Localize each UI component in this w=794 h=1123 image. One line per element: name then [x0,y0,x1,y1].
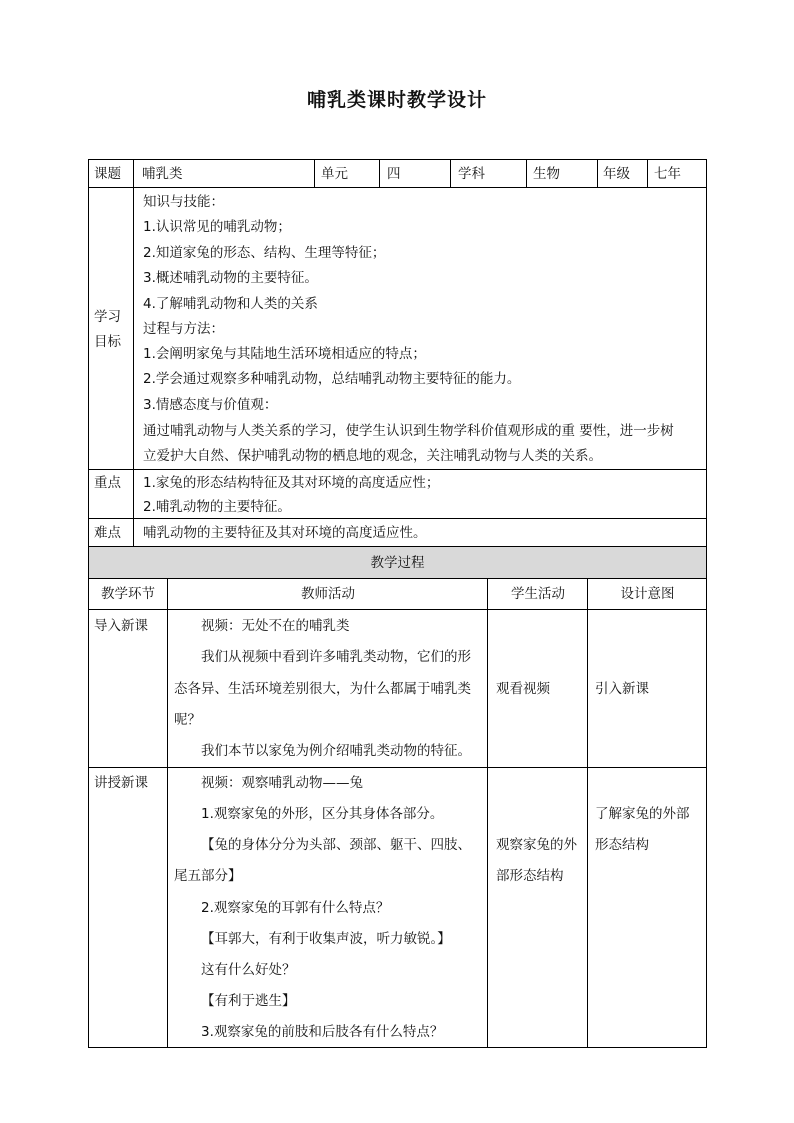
objective-line: 立爱护大自然、保护哺乳动物的栖息地的观念，关注哺乳动物与人类的关系。 [143,448,602,464]
subject-value: 生物 [533,166,560,182]
unit-value: 四 [387,166,401,182]
key-point-line: 1.家兔的形态结构特征及其对环境的高度适应性； [143,475,440,491]
objective-line: 1.认识常见的哺乳动物； [143,219,291,235]
teacher-line: 这有什么好处？ [201,962,296,978]
teacher-line: 视频：无处不在的哺乳类 [201,618,350,634]
objective-line: 3.概述哺乳动物的主要特征。 [143,270,318,286]
column-header-stage: 教学环节 [101,586,155,602]
intent-cell: 引入新课 [595,681,649,697]
topic-label: 课题 [94,166,121,182]
difficulties-text: 哺乳动物的主要特征及其对环境的高度适应性。 [143,525,427,541]
teacher-line: 【有利于逃生】 [201,993,296,1009]
objective-line: 1.会阐明家兔与其陆地生活环境相适应的特点； [143,346,426,362]
teacher-line: 【耳郭大，有利于收集声波，听力敏锐。】 [201,931,451,947]
teacher-line: 态各异、生活环境差别很大，为什么都属于哺乳类 [174,681,471,697]
teacher-line: 【兔的身体分分为头部、颈部、躯干、四肢、 [201,837,471,853]
objective-line: 通过哺乳动物与人类关系的学习，使学生认识到生物学科价值观形成的重 要性，进一步树 [143,423,674,439]
topic-value: 哺乳类 [142,166,183,182]
subject-label: 学科 [458,166,485,182]
teacher-line: 3.观察家兔的前肢和后肢各有什么特点？ [201,1024,444,1040]
grade-label: 年级 [603,166,630,182]
column-header-student: 学生活动 [511,586,565,602]
difficulties-label: 难点 [94,525,121,541]
objectives-label-line1: 学习 [94,309,121,325]
column-header-teacher: 教师活动 [301,586,355,602]
objective-line: 4.了解哺乳动物和人类的关系 [143,296,318,312]
teacher-line: 尾五部分】 [174,868,242,884]
intent-line: 了解家兔的外部 [595,806,690,822]
student-line: 观察家兔的外 [496,837,577,853]
student-cell: 观看视频 [496,681,550,697]
teacher-line: 我们本节以家兔为例介绍哺乳类动物的特征。 [201,743,471,759]
objective-line: 2.知道家兔的形态、结构、生理等特征； [143,245,386,261]
objective-line: 3.情感态度与价值观： [143,397,278,413]
stage-cell: 导入新课 [94,618,148,634]
key-points-label: 重点 [94,475,121,491]
teacher-line: 视频：观察哺乳动物——兔 [201,775,363,791]
objectives-label-line2: 目标 [94,334,121,350]
column-header-intent: 设计意图 [620,586,675,602]
objective-line: 知识与技能： [143,194,224,210]
teacher-line: 2.观察家兔的耳郭有什么特点？ [201,900,390,916]
student-line: 部形态结构 [496,868,564,884]
key-point-line: 2.哺乳动物的主要特征。 [143,499,291,515]
grade-value: 七年 [654,166,681,182]
objective-line: 2.学会通过观察多种哺乳动物，总结哺乳动物主要特征的能力。 [143,371,521,387]
teacher-line: 我们从视频中看到许多哺乳类动物，它们的形 [201,649,471,665]
process-header: 教学过程 [370,555,425,571]
page-title: 哺乳类课时教学设计 [306,89,487,111]
unit-label: 单元 [321,166,348,182]
teacher-line: 1.观察家兔的外形，区分其身体各部分。 [201,806,444,822]
teacher-line: 呢？ [174,712,201,728]
intent-line: 形态结构 [595,837,649,853]
stage-cell: 讲授新课 [94,775,148,791]
objective-line: 过程与方法： [143,321,224,337]
